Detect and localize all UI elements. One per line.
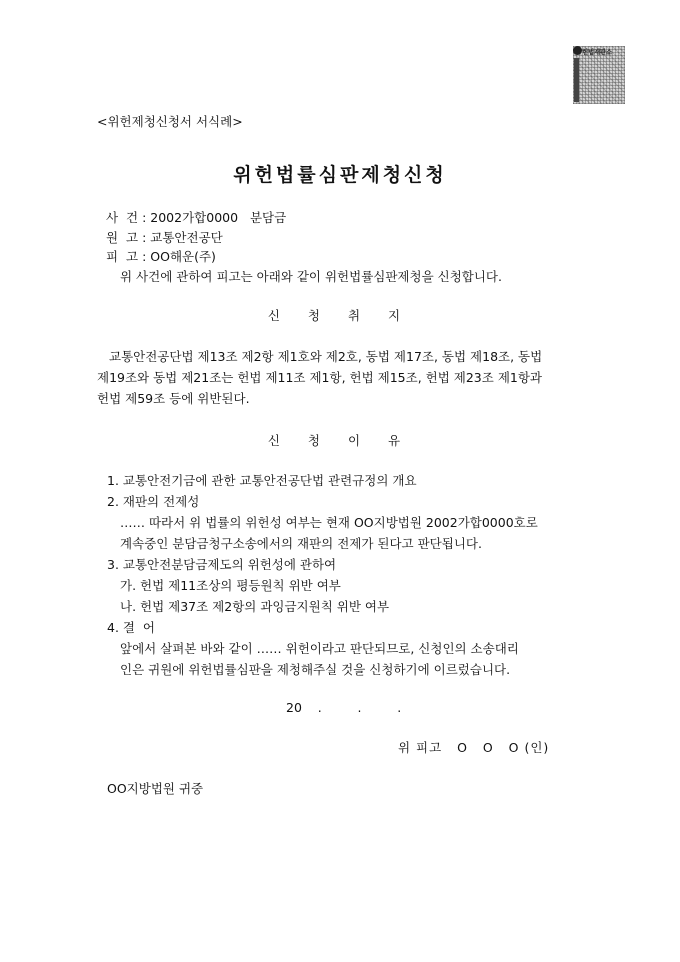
plaintiff-label: 원 고 : [106,230,147,245]
purpose-line: 헌법 제59조 등에 위반된다. [97,391,250,406]
case-info-row [106,208,286,226]
case-label: 사 건 : [106,210,147,225]
seal-stamp [573,46,625,104]
defendant-value: OO해운(주) [150,249,216,264]
reason-detail: …… 따라서 위 법률의 위헌성 여부는 현재 OO지방법원 2002가합0000호로 [120,515,538,530]
plaintiff-value: 교통안전공단 [150,230,223,245]
reason-item: 4. 결 어 [107,620,155,635]
reason-subitem: 나. 헌법 제37조 제2항의 과잉금지원칙 위반 여부 [120,599,390,614]
reason-item: 1. 교통안전기금에 관한 교통안전공단법 관련규정의 개요 [107,473,417,488]
reason-subitem: 가. 헌법 제11조상의 평등원칙 위반 여부 [120,578,341,593]
case-info-row [106,247,216,265]
seal-side-bar [574,58,579,102]
reason-detail: 앞에서 살펴본 바와 같이 …… 위헌이라고 판단되므로, 신청인의 소송대리 [120,641,519,656]
form-label: <위헌제청신청서 서식례> [97,114,243,129]
reason-detail: 계속중인 분담금청구소송에서의 재판의 전제가 된다고 판단됩니다. [120,536,482,551]
section-heading-purpose: 신 청 취 지 [267,308,413,323]
purpose-line: 교통안전공단법 제13조 제2항 제1호와 제2호, 동법 제17조, 동법 제18조, 동법 [109,349,543,364]
defendant-label: 피 고 : [106,249,147,264]
case-value: 2002가합0000 분담금 [150,210,287,225]
signature-line: 위 피고 O O O (인) [398,740,550,755]
section-heading-reasons: 신 청 이 유 [267,433,413,448]
reason-detail: 인은 귀원에 위헌법률심판을 제청해주실 것을 신청하기에 이르렀습니다. [120,662,511,677]
seal-label: 헌법재판소 [582,48,612,56]
intro-sentence: 위 사건에 관하여 피고는 아래와 같이 위헌법률심판제청을 신청합니다. [120,269,502,284]
purpose-line: 제19조와 동법 제21조는 헌법 제11조 제1항, 헌법 제15조, 헌법 제23조 제1항과 [97,370,542,385]
court-emblem-icon [573,46,582,55]
reason-item: 3. 교통안전분담금제도의 위헌성에 관하여 [107,557,337,572]
case-info-row [106,228,223,246]
date-line: 20 . . . [286,700,402,715]
purpose-paragraph [97,346,583,409]
addressee: OO지방법원 귀중 [107,781,204,796]
reason-item: 2. 재판의 전제성 [107,494,200,509]
document-title: 위헌법률심판제청신청 [233,164,447,186]
